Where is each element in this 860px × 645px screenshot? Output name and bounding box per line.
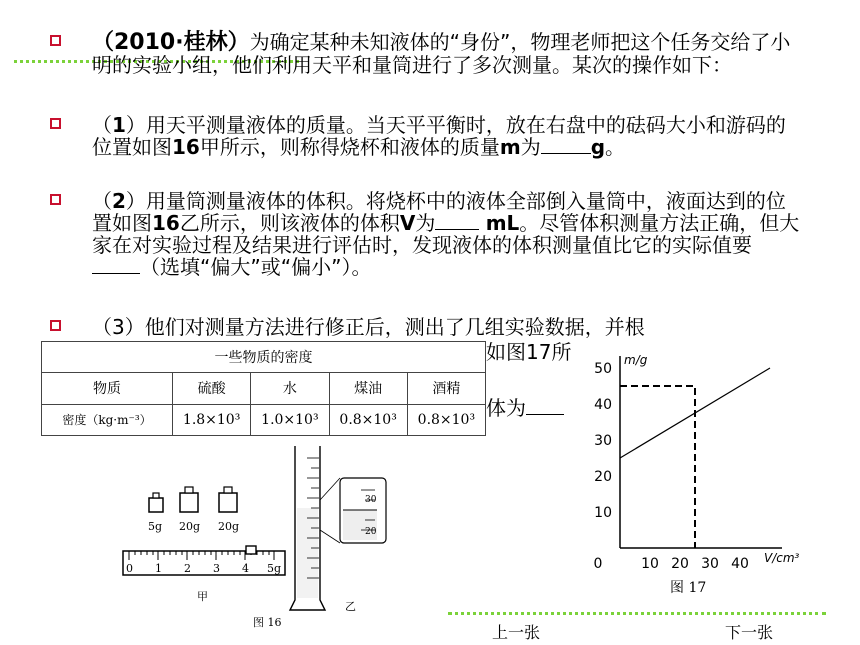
part1-wei: 为 — [520, 135, 541, 159]
question-part2 — [92, 190, 802, 278]
part3-text: （3）他们对测量方法进行修正后，测出了几组实验数据，并根 — [92, 316, 645, 338]
table-cell: 0.8×10³ — [407, 404, 485, 435]
weight-label: 20g — [218, 520, 240, 533]
ruler-tick-label: 3 — [213, 562, 220, 575]
bullet-part2 — [50, 194, 61, 205]
label-jia: 甲 — [197, 590, 208, 603]
x-tick-label: 10 — [641, 556, 659, 572]
next-slide-link[interactable]: 下一张 — [725, 623, 774, 642]
part1-unit: g — [590, 135, 606, 159]
table-cell: 0.8×10³ — [329, 404, 407, 435]
figure16-caption: 图 16 — [253, 616, 282, 629]
density-table-header — [42, 373, 486, 404]
figure-17-chart — [578, 330, 808, 605]
part1-open: （ — [92, 113, 112, 137]
table-header-cell: 煤油 — [329, 373, 407, 404]
part1-m: m — [499, 135, 521, 159]
part1-end: 。 — [605, 135, 626, 159]
density-table-title: 一些物质的密度 — [42, 342, 486, 373]
table-header-cell: 硫酸 — [173, 373, 251, 404]
part2-text: ）用量筒测量液体的体积。将烧杯中的液体全部倒入量筒中，液面达到的位置如图 — [92, 189, 786, 235]
y-tick-label: 30 — [594, 433, 612, 449]
part3-figure-ref: 如图17所 — [486, 341, 588, 365]
answer-blank-error[interactable] — [92, 257, 140, 274]
part2-unit: mL — [485, 211, 520, 235]
part2-wei: 为 — [415, 211, 436, 235]
part1-figure-ref: 16 — [172, 135, 200, 159]
bullet-intro — [50, 35, 61, 46]
ruler-tick-label: 4 — [242, 562, 249, 575]
part2-open: （ — [92, 189, 112, 213]
ruler-tick-label: 2 — [184, 562, 191, 575]
y-tick-label: 40 — [594, 397, 612, 413]
ruler-tick-label: 5g — [267, 562, 282, 575]
question-part1 — [92, 114, 802, 158]
question-intro — [92, 31, 802, 76]
label-yi: 乙 — [345, 600, 356, 613]
part2-text3: 。尽管体积测量方法正确，但大家在对实验过程及结果进行评估时，发现液体的体积测量值比它的实际值要 — [92, 211, 800, 257]
table-header-cell: 酒精 — [407, 373, 485, 404]
part2-number: 2 — [112, 189, 126, 213]
cylinder-mark: 30 — [365, 495, 377, 505]
table-cell: 1.8×10³ — [173, 404, 251, 435]
x-tick-label: 30 — [701, 556, 719, 572]
y-tick-label: 10 — [594, 505, 612, 521]
x-tick-label: 40 — [731, 556, 749, 572]
x-tick-label: 0 — [593, 556, 603, 572]
answer-blank-mass[interactable] — [541, 137, 591, 154]
part3-liquid-text — [486, 397, 588, 423]
part2-figure-ref: 16 — [152, 211, 180, 235]
x-axis-label: V/cm³ — [764, 551, 800, 565]
weight-label: 5g — [148, 520, 163, 533]
part2-text4: （选填“偏大”或“偏小”）。 — [140, 255, 372, 279]
ruler-tick-label: 1 — [155, 562, 162, 575]
table-header-cell: 物质 — [42, 373, 173, 404]
weight-20g-icon — [218, 487, 239, 533]
table-row-label: 密度（kg·m⁻³） — [42, 404, 173, 435]
y-tick-label: 20 — [594, 469, 612, 485]
answer-blank-liquid[interactable] — [526, 398, 564, 415]
density-table — [41, 341, 486, 436]
part2-text2: 乙所示，则该液体的体积 — [179, 211, 400, 235]
ruler-tick-label: 0 — [126, 562, 133, 575]
bullet-part1 — [50, 118, 61, 129]
balance-ruler — [123, 546, 285, 575]
graduated-cylinder — [290, 446, 386, 610]
part2-v: V — [399, 211, 416, 235]
table-header-cell: 水 — [251, 373, 329, 404]
cylinder-mark: 20 — [365, 527, 377, 537]
density-table-row — [42, 404, 486, 435]
intro-text: 为确定某种未知液体的“身份”，物理老师把这个任务交给了小明的实验小组，他们利用天平和量筒进行了多次测量。某次的操作如下： — [92, 30, 791, 77]
part1-number: 1 — [112, 113, 126, 137]
question-source: （2010·桂林） — [92, 30, 250, 55]
y-tick-label: 50 — [594, 361, 612, 377]
weight-5g-icon — [148, 493, 163, 533]
part1-text2: 甲所示，则称得烧杯和液体的质量 — [199, 135, 500, 159]
bullet-part3 — [50, 320, 61, 331]
x-tick-label: 20 — [671, 556, 689, 572]
part3-liquid-label: 体为 — [486, 397, 526, 420]
dashed-guide — [620, 386, 695, 548]
rider-icon — [246, 546, 256, 554]
figure17-caption: 图 17 — [670, 580, 707, 596]
bottom-divider — [448, 612, 826, 615]
table-cell: 1.0×10³ — [251, 404, 329, 435]
weight-20g-icon — [179, 487, 200, 533]
y-axis-label: m/g — [624, 353, 648, 367]
answer-blank-volume[interactable] — [435, 213, 479, 230]
weight-label: 20g — [179, 520, 201, 533]
figure-16 — [115, 438, 410, 634]
part1-text: ）用天平测量液体的质量。当天平平衡时，放在右盘中的砝码大小和游码的位置如图 — [92, 113, 786, 159]
prev-slide-link[interactable]: 上一张 — [492, 623, 541, 642]
